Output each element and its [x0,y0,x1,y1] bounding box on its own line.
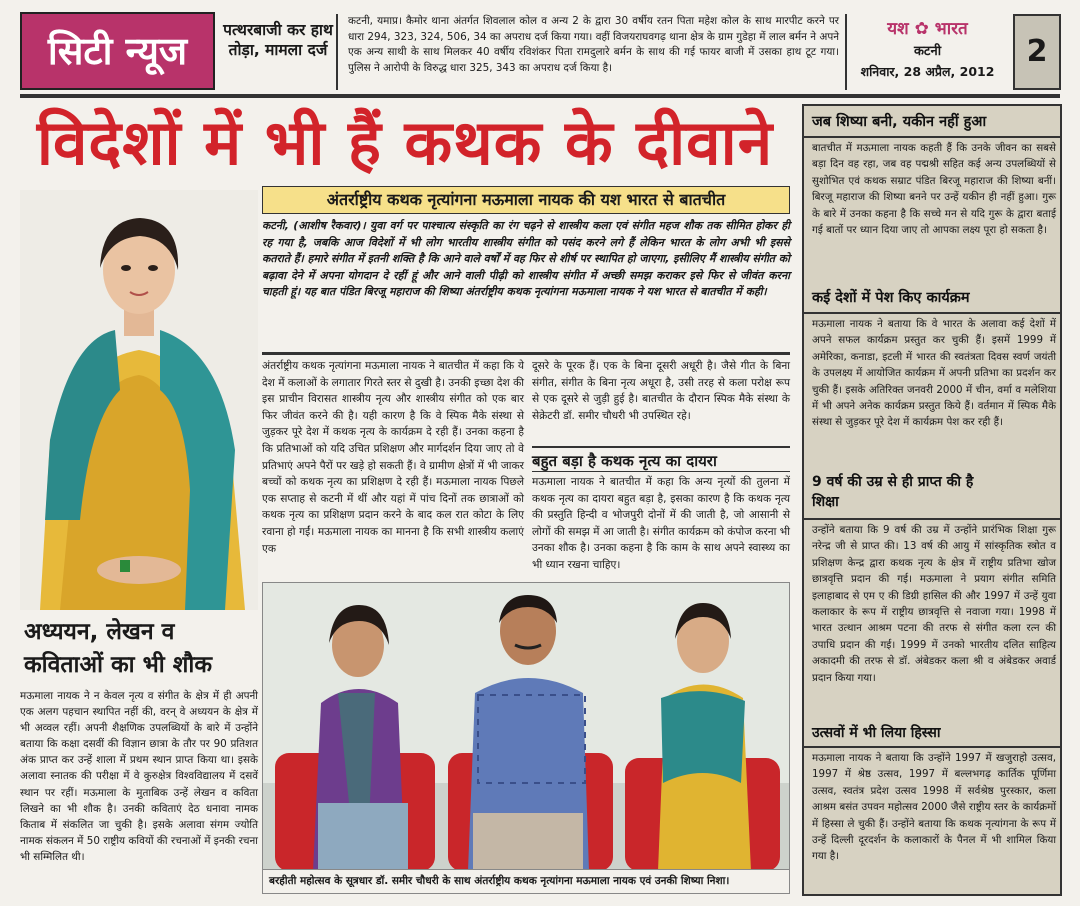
page-number: 2 [1013,14,1061,90]
article-column-3: मऊमाला नायक ने बातचीत में कहा कि अन्य नृत्यों की तुलना में कथक नृत्य का दायरा बहुत बड़ा है, इसका कारण है कि कथक नृत्य की प्रस्तुति हिन्दी व भोजपुरी दोनों में की जाती है, जो आसानी से लोगों की समझ में आ जाती है। संगीत कार्यक्रम को कंपोज करना भी उनका शौक है। उनका कहना है कि काम के साथ अपने स्वास्थ्य का भी ध्यान रखना चाहिए। [532,476,790,571]
newspaper-logo: यश ✿ भारत [887,19,968,39]
divider [804,312,1060,314]
sidebar-text: उन्होंने बताया कि 9 वर्ष की उम्र में उन्होंने प्रारंभिक शिक्षा गुरू नरेन्द्र जी से प्राप्त की। 13 वर्ष की आयु में सांस्कृतिक स्त्रोत व प्रशिक्षण केन्द्र द्वारा कथक नृत्य के क्षेत्र में राष्ट्रीय प्रतिभा खोज छात्रवृत्ति प्रदान की गई। मऊमाला ने प्रयाग संगीत समिति इलाहाबाद से एम ए की डिग्री हासिल की और 1997 में उन्हें युवा कलाकार के रूप में राष्ट्रीय छात्रवृत्ति से नवाजा गया। 1998 में भारत उत्थान आश्रम पटना की तरफ से संगीत कला रत्न की उपाधि प्रदान की गई। 1999 में उनको भारतीय दलित साहित्य अकादमी की तरफ से डॉ. अंबेडकर कला श्री व अंबेडकर अवार्ड प्रदान किया गया। [812,524,1056,684]
section-subheading: बहुत बड़ा है कथक नृत्य का दायरा [532,446,790,472]
sidebar-heading: जब शिष्या बनी, यकीन नहीं हुआ [812,114,987,130]
sidebar-text: मऊमाला नायक ने बताया कि उन्होंने 1997 में खजुराहो उत्सव, 1997 में श्रेष्ठ उत्सव, 1997 में बल्लभगढ़ कार्तिक पूर्णिमा उत्सव, स्वतंत्र प्रदेश उत्सव 1998 में सर्वश्रेष्ठ पुरस्कार, कला आश्रम बसंत उपवन महोत्सव 2000 जैसे राष्ट्रीय स्तर के कार्यक्रमों में हिस्सा ले चुकी हैं। उन्होंने बताया कि कथक नृत्यांगना के रूप में उन्हें दिल्ली दूरदर्शन के कलाकारों के पैनल में भी शामिल किया गया है। [812,752,1056,863]
publication-date: शनिवार, 28 अप्रैल, 2012 [860,64,995,79]
section-masthead: सिटी न्यूज [20,12,215,90]
sidebar-heading: 9 वर्ष की उम्र से ही प्राप्त की है शिक्षा [812,474,974,510]
main-headline: विदेशों में भी हैं कथक के दीवाने [36,106,774,179]
sidebar-heading: उत्सवों में भी लिया हिस्सा [812,725,941,741]
sidebar-heading: कई देशों में पेश किए कार्यक्रम [812,290,970,306]
section-text: मऊमाला नायक ने न केवल नृत्य व संगीत के क्षेत्र में ही अपनी एक अलग पहचान स्थापित नहीं की, वरन् वे अध्ययन के क्षेत्र में भी अव्वल रहीं। अपनी शैक्षणिक उपलब्धियों के बारे में उन्होंने बताया कि कक्षा दसवीं की विज्ञान छात्रा के तौर पर 90 प्रतिशत अंक प्राप्त कर उन्हें शाला में प्रथम स्थान प्राप्त किया था। इसके अलावा स्नातक की परीक्षा में वे कुरुक्षेत्र विश्वविद्यालय में दसवें स्थान पर रहीं। मऊमाला के मुताबिक उन्हें लेखन व कविता लिखने का भी शौक है। उनकी कविताएं देठ धनावा नामक किताब में संकलित जा चुकी है। इसके अलावा संगम ज्योति नामक संकलन में 50 राष्ट्रीय कवियों की रचनाओं में इनकी रचना भी सम्मिलित थी। [20,690,258,863]
portrait-illustration [20,190,258,610]
portrait-photo [20,190,258,610]
sidebar-text: बातचीत में मऊमाला नायक कहती हैं कि उनके जीवन का सबसे बड़ा दिन वह रहा, जब वह पद्मश्री सहित कई अन्य उपलब्धियों से सुशोभित एवं कथक सम्राट पंडित बिरजू महाराज की शिष्या बनीं। बिरजू महाराज की शिष्या बनने पर उन्हें यकीन ही नहीं हुआ। गुरू के बारे में उनका कहना है कि सच्चे मन से यदि गुरू के द्वारा बताई गई बातों पर ध्यान दिया जाए तो आपका लक्ष्य पूरा हो सकता है। [812,142,1056,237]
group-photo [262,582,790,870]
divider [262,352,790,355]
brief-text: कटनी, यमाप्र। कैमोर थाना अंतर्गत शिवलाल कोल व अन्य 2 के द्वारा 30 वर्षीय रतन पिता महेश कोल के साथ मारपीट करने पर धारा 294, 323, 324, 506, 34 का अपराध दर्ज किया गया। वहीं विजयराघवगढ़ थाना क्षेत्र के ग्राम गुडेहा में लाल बर्मन ने अपने एक अन्य साथी के साथ मिलकर 40 वर्षीय रविशंकर पिता रामदुलारे बर्मन के साथ की गई फायर बाजी में उसका हाथ टूट गया। पुलिस ने आरोपी के विरुद्ध धारा 325, 343 का अपराध दर्ज किया है। [342,14,847,90]
article-subhead: अंतर्राष्ट्रीय कथक नृत्यांगना मऊमाला नायक की यश भारत से बातचीत [262,186,790,214]
brief-headline: पत्थरबाजी कर हाथ तोड़ा, मामला दर्ज [220,14,338,90]
article-column-1: अंतर्राष्ट्रीय कथक नृत्यांगना मऊमाला नायक ने बातचीत में कहा कि ये देश में कलाओं के लगातार गिरते स्तर से दुखी है। उनकी इच्छा देश की इस प्राचीन विरासत शास्त्रीय नृत्य और शास्त्रीय संगीत को एक बार फिर जीवंत करने की है। यही कारण है कि वे स्पिक मैके संस्था से जुड़कर पूरे देश में कथक नृत्य के कार्यक्रम दे रही हैं। उनका कहना है कि प्रतिभाओं को यदि उचित प्रशिक्षण और मार्गदर्शन दिया जाए तो वे प्रतिभाएं अपने पैरों पर खड़े हो सकती हैं। वे ग्रामीण क्षेत्रों में भी जाकर बच्चों को कथक नृत्य का प्रशिक्षण दे रही हैं। मऊमाला नायक पिछले एक सप्ताह से कटनी में थीं और यहां में पांच दिनों तक छात्राओं को कथक नृत्य का प्रशिक्षण प्रदान करने के बाद कल रात कोटा के लिए रवाना हो गईं। मऊमाला नायक का मानना है कि सभी शास्त्रीय कलाएं एक [262,360,524,555]
sidebar-box [802,104,1062,896]
article-column-2: दूसरे के पूरक हैं। एक के बिना दूसरी अधूरी है। जैसे गीत के बिना संगीत, संगीत के बिना नृत्य अधूरा है, उसी तरह से कला परोक्ष रूप से एक दूसरे से जुड़ी हुई है। बातचीत के दौरान स्पिक मैके संस्था के सेक्रेटरी डॉ. समीर चौधरी भी उपस्थित रहे। [532,360,790,422]
section-headline: अध्ययन, लेखन व कविताओं का भी शौक [24,619,213,678]
photo-caption: बरहीती महोत्सव के सूत्रधार डॉ. समीर चौधरी के साथ अंतर्राष्ट्रीय कथक नृत्यांगना मऊमाला नायक एवं उनकी शिष्या निशा। [262,870,790,894]
divider [804,518,1060,520]
divider [804,746,1060,748]
group-photo-illustration [263,583,790,870]
article-intro: कटनी, (आशीष रैकवार)। युवा वर्ग पर पाश्चात्य संस्कृति का रंग चढ़ने से शास्त्रीय कला एवं संगीत महज शौक तक सीमित होकर ही रह गया है, जबकि आज विदेशों में भी लोग भारतीय शास्त्रीय संगीत को पसंद करने लगे हैं लेकिन भारत के लोग अभी भी इससे कतराते हैं। हमारे संगीत में इतनी शक्ति है कि आने वाले वर्षों में वह फिर से शीर्ष पर स्थापित हो जाएगा, इसीलिए मैं शास्त्रीय संगीत को बढ़ावा देने में अपना योगदान दे रहीं हूं और आने वाली पीढ़ी को शास्त्रीय संगीत में अच्छी समझ कराकर इसे फिर से जीवंत करना चाहती हूं। यह बात पंडित बिरजू महाराज की शिष्या अंतर्राष्ट्रीय कथक नृत्यांगना मऊमाला नायक ने यश भारत से बातचीत में कही। [262,219,790,299]
sidebar-text: मऊमाला नायक ने बताया कि वे भारत के अलावा कई देशों में अपने सफल कार्यक्रम प्रस्तुत कर चुकी हैं। इसमें 1999 में अमेरिका, कनाडा, इटली में भारत की स्वतंत्रता दिवस स्वर्ण जयंती के उपलक्ष्य में आयोजित कार्यक्रम में अपनी प्रतिभा का प्रदर्शन कर चुकी हैं। इसके अतिरिक्त जनवरी 2000 में चीन, वर्मा व मलेशिया में भी अपने अनेक कार्यक्रम प्रस्तुत किये हैं। वर्तमान में स्पिक मैके संस्था से जुड़कर पूरे देश में कार्यक्रम पेश कर रही हैं। [812,318,1056,429]
newspaper-info [850,14,1005,90]
divider [804,136,1060,138]
divider [20,94,1060,98]
edition-city: कटनी [913,44,942,59]
